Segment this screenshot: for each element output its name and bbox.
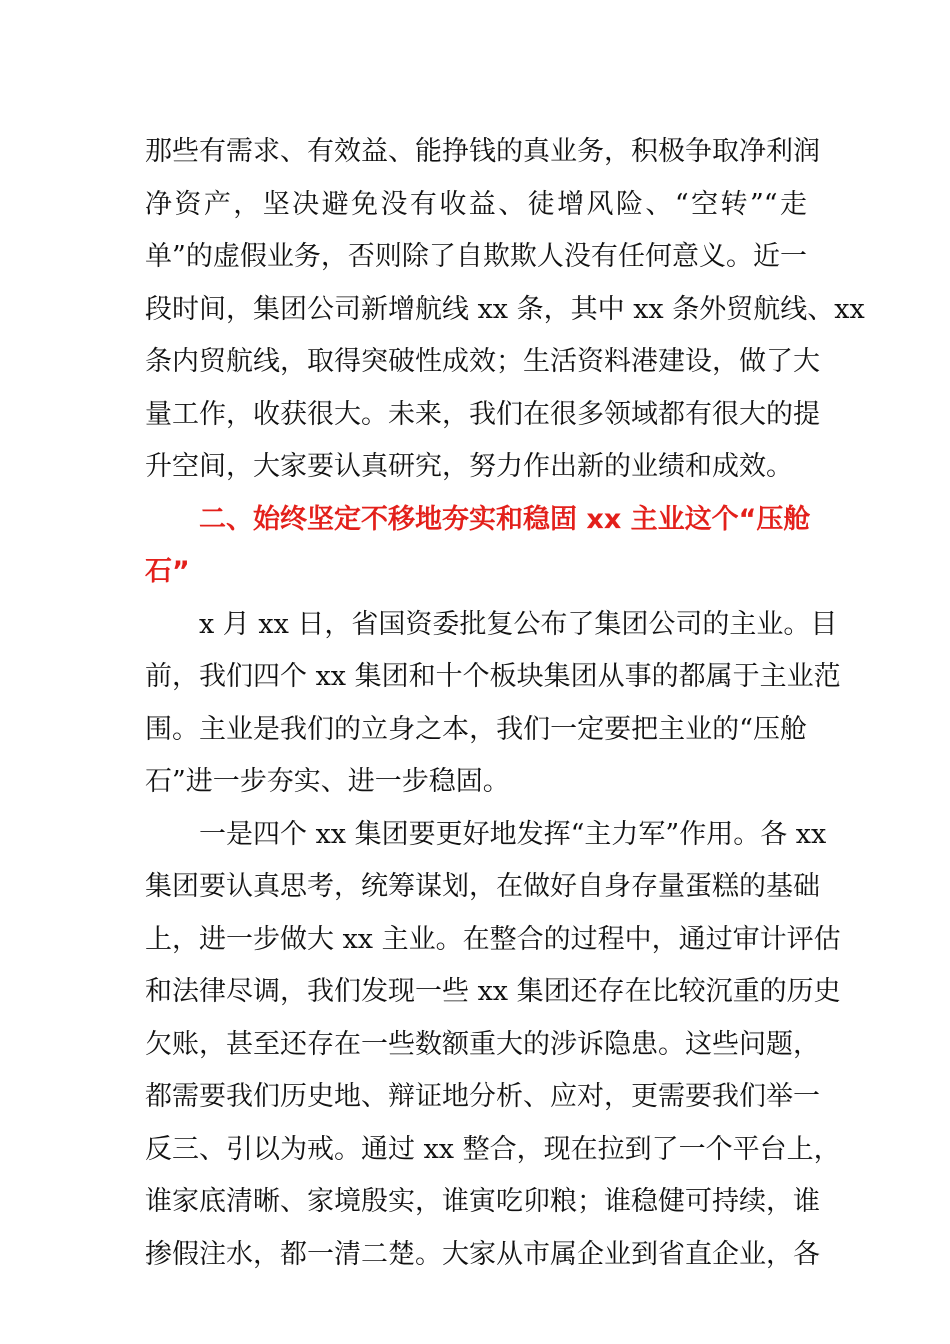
paragraph-line: 量工作，收获很大。未来，我们在很多领域都有很大的提 — [145, 398, 820, 430]
paragraph-line: 围。主业是我们的立身之本，我们一定要把主业的“压舱 — [145, 713, 807, 745]
paragraph-3 — [145, 809, 841, 1282]
paragraph-line: 谁家底清晰、家境殷实，谁寅吃卯粮；谁稳健可持续，谁 — [145, 1186, 820, 1217]
paragraph-line: 净资产，坚决避免没有收益、徒增风险、“空转”“走 — [145, 188, 807, 220]
paragraph-line: 段时间，集团公司新增航线 xx 条，其中 xx 条外贸航线、xx — [145, 293, 865, 325]
paragraph-line: 反三、引以为戒。通过 xx 整合，现在拉到了一个平台上， — [145, 1133, 841, 1165]
paragraph-line: 一是四个 xx 集团要更好地发挥“主力军”作用。各 xx — [199, 818, 827, 850]
paragraph-1 — [145, 126, 865, 494]
paragraph-line: 那些有需求、有效益、能挣钱的真业务，积极争取净利润 — [145, 136, 820, 167]
paragraph-line: 掺假注水，都一清二楚。大家从市属企业到省直企业，各 — [145, 1238, 820, 1270]
section-heading — [145, 494, 811, 599]
paragraph-line: 石”进一步夯实、进一步稳固。 — [145, 766, 510, 797]
paragraph-line: 和法律尽调，我们发现一些 xx 集团还存在比较沉重的历史 — [145, 976, 841, 1007]
paragraph-line: 前，我们四个 xx 集团和十个板块集团从事的都属于主业范 — [145, 661, 841, 692]
paragraph-line: 上，进一步做大 xx 主业。在整合的过程中，通过审计评估 — [145, 923, 841, 955]
paragraph-2 — [145, 599, 841, 809]
document-body — [145, 126, 865, 1281]
paragraph-line: 条内贸航线，取得突破性成效；生活资料港建设，做了大 — [145, 346, 820, 377]
heading-line: 石” — [145, 556, 190, 587]
paragraph-line: 都需要我们历史地、辩证地分析、应对，更需要我们举一 — [145, 1081, 820, 1112]
paragraph-line: 单”的虚假业务，否则除了自欺欺人没有任何意义。近一 — [145, 241, 807, 272]
paragraph-line: x 月 xx 日，省国资委批复公布了集团公司的主业。目 — [199, 608, 838, 640]
paragraph-line: 集团要认真思考，统筹谋划，在做好自身存量蛋糕的基础 — [145, 871, 820, 902]
heading-line: 二、始终坚定不移地夯实和稳固 xx 主业这个“压舱 — [199, 503, 811, 535]
paragraph-line: 升空间，大家要认真研究，努力作出新的业绩和成效。 — [145, 451, 793, 482]
paragraph-line: 欠账，甚至还存在一些数额重大的涉诉隐患。这些问题， — [145, 1028, 820, 1060]
